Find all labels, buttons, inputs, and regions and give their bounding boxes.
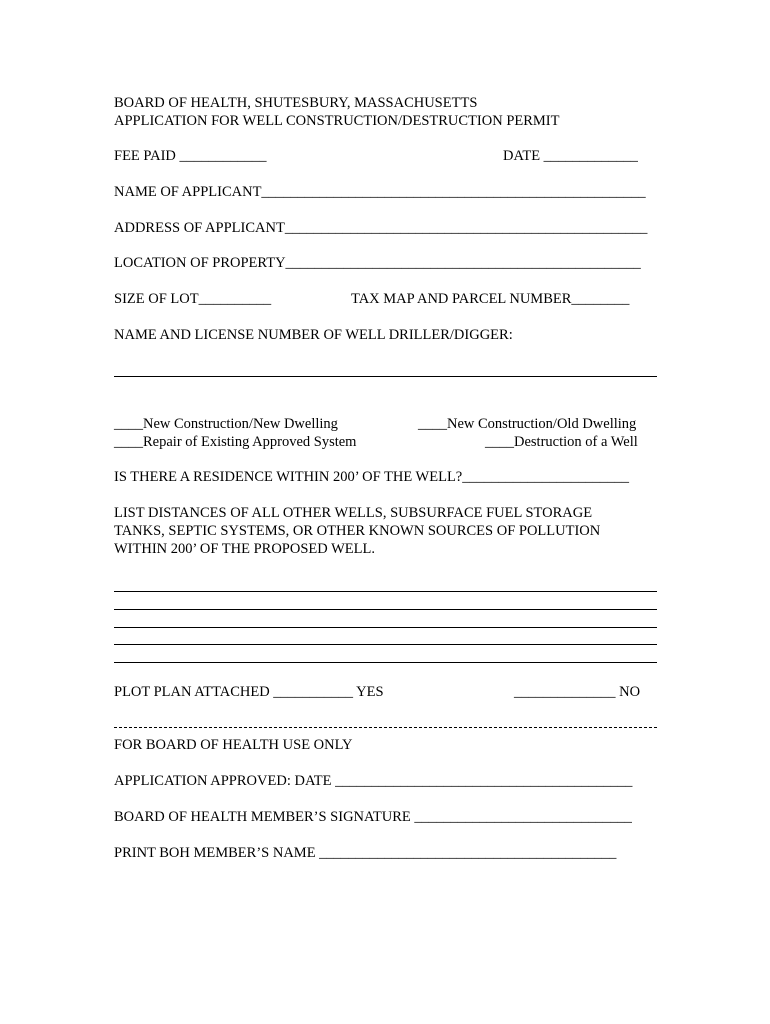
- distances-answer-line[interactable]: [114, 662, 657, 663]
- driller-label: NAME AND LICENSE NUMBER OF WELL DRILLER/DIGGER:: [114, 327, 513, 343]
- distances-instruction-2: TANKS, SEPTIC SYSTEMS, OR OTHER KNOWN SOURCES OF POLLUTION: [114, 523, 601, 539]
- option-destruction[interactable]: ____Destruction of a Well: [485, 434, 638, 450]
- applicant-address-field[interactable]: ADDRESS OF APPLICANT__________________________________________________: [114, 220, 648, 236]
- form-title: APPLICATION FOR WELL CONSTRUCTION/DESTRUCTION PERMIT: [114, 113, 560, 129]
- fee-paid-field[interactable]: FEE PAID ____________: [114, 148, 267, 164]
- board-title: BOARD OF HEALTH, SHUTESBURY, MASSACHUSETTS: [114, 95, 478, 111]
- date-field[interactable]: DATE _____________: [503, 148, 638, 164]
- distances-instruction-3: WITHIN 200’ OF THE PROPOSED WELL.: [114, 541, 375, 557]
- option-repair[interactable]: ____Repair of Existing Approved System: [114, 434, 357, 450]
- driller-answer-line[interactable]: [114, 376, 657, 377]
- distances-instruction-1: LIST DISTANCES OF ALL OTHER WELLS, SUBSURFACE FUEL STORAGE: [114, 505, 593, 521]
- member-signature-field[interactable]: BOARD OF HEALTH MEMBER’S SIGNATURE ______________________________: [114, 809, 632, 825]
- distances-answer-line[interactable]: [114, 644, 657, 645]
- distances-answer-line[interactable]: [114, 609, 657, 610]
- tax-map-field[interactable]: TAX MAP AND PARCEL NUMBER________: [351, 291, 630, 307]
- lot-size-field[interactable]: SIZE OF LOT__________: [114, 291, 272, 307]
- plot-plan-yes[interactable]: PLOT PLAN ATTACHED ___________ YES: [114, 684, 384, 700]
- option-new-dwelling[interactable]: ____New Construction/New Dwelling: [114, 416, 338, 432]
- plot-plan-no[interactable]: ______________ NO: [514, 684, 641, 700]
- member-name-field[interactable]: PRINT BOH MEMBER’S NAME _________________________________________: [114, 845, 617, 861]
- residence-question[interactable]: IS THERE A RESIDENCE WITHIN 200’ OF THE WELL?_______________________: [114, 469, 629, 485]
- option-old-dwelling[interactable]: ____New Construction/Old Dwelling: [418, 416, 637, 432]
- distances-answer-line[interactable]: [114, 591, 657, 592]
- approval-date-field[interactable]: APPLICATION APPROVED: DATE _________________________________________: [114, 773, 633, 789]
- section-divider: [114, 727, 657, 728]
- property-location-field[interactable]: LOCATION OF PROPERTY_________________________________________________: [114, 255, 641, 271]
- official-use-heading: FOR BOARD OF HEALTH USE ONLY: [114, 737, 353, 753]
- applicant-name-field[interactable]: NAME OF APPLICANT_____________________________________________________: [114, 184, 646, 200]
- distances-answer-line[interactable]: [114, 627, 657, 628]
